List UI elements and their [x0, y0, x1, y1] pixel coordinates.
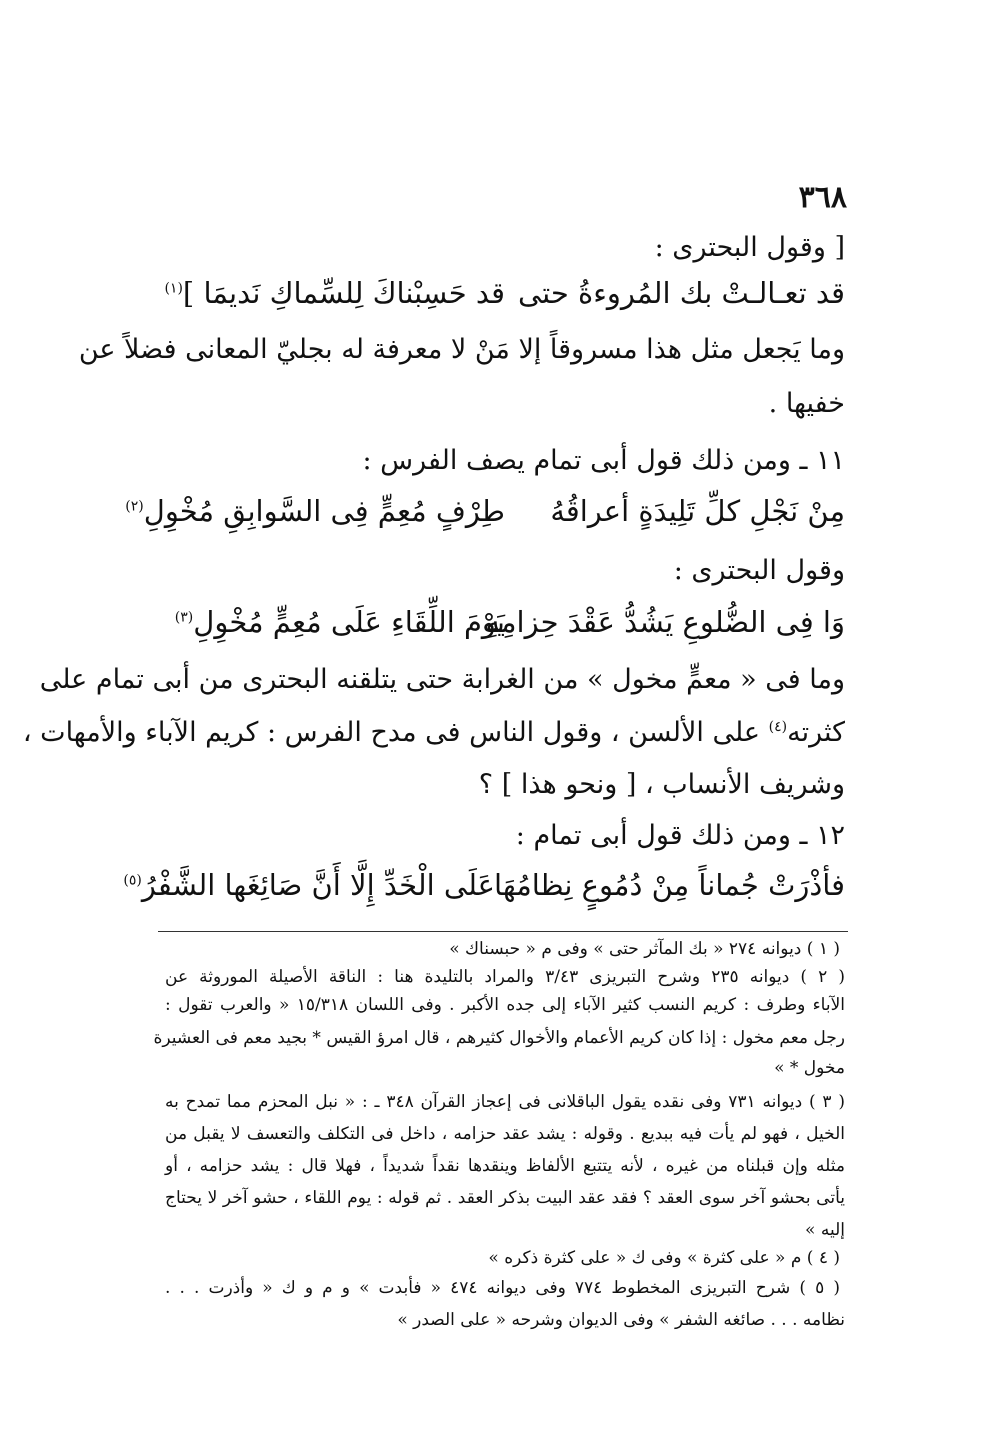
verse-4-second-hemistich: [123, 864, 495, 906]
footnote-3-line-2: الخيل ، فهو لم يأت فيه ببديع . وقوله : يشد عقد حزامه ، داخل فى التكلف والتعسف لا يقبل من: [165, 1124, 845, 1144]
verse-3-first-hemistich: وَا فِى الضُّلوعِ يَشُدُّ عَقْدَ حِزامِهِ: [485, 605, 845, 639]
verse-3-second-hemistich-text: يَوْمَ اللِّقَاءِ عَلَى مُعِمٍّ مُخْوِلِ: [193, 605, 505, 639]
page-number: ٣٦٨: [798, 180, 847, 215]
verse-1-second-hemistich-text: قد حَسِبْناكَ لِلسِّماكِ نَديمَا ]: [182, 276, 505, 310]
footnote-5-line-1: ( ٥ ) شرح التبريزى المخطوط ٧٧٤ وفى ديوانه ٤٧٤ « فأبدت » و م و ك « وأذرت . . .: [165, 1278, 840, 1298]
section-11-heading: ١١ ـ ومن ذلك قول أبى تمام يصف الفرس :: [362, 445, 845, 476]
body-line-intro-buhturi: [ وقول البحترى :: [654, 232, 845, 263]
footnote-2-line-1: ( ٢ ) ديوانه ٢٣٥ وشرح التبريزى ٣/٤٣ والمراد بالتليدة هنا : الناقة الأصيلة الموروثة عن: [165, 967, 845, 987]
verse-2: [0, 490, 1005, 532]
footnote-3-line-4: يأتى بحشو آخر سوى العقد ؟ فقد عقد البيت بذكر العقد . ثم قوله : يوم اللقاء ، حشو آخر لا يحتاج: [165, 1188, 845, 1208]
verse-1-first-hemistich: قد تعـالـتْ بك المُروءةُ حتى: [517, 276, 845, 310]
verse-3-second-hemistich: [175, 601, 505, 643]
footnote-2-line-4: مخول * »: [774, 1058, 845, 1078]
body-line-11: وشريف الأنساب ، [ ونحو هذا ] ؟: [478, 769, 845, 800]
footnote-3-line-1: ( ٣ ) ديوانه ٧٣١ وفى نقده يقول الباقلانى فى إعجاز القرآن ٣٤٨ ـ : « نبل المحزم مما تمدح به: [165, 1092, 845, 1112]
verse-2-second-hemistich-text: طِرْفٍ مُعِمٍّ فِى السَّوابِقِ مُخْوِلِ: [143, 494, 505, 528]
body-line-4: خفيها .: [768, 388, 845, 419]
footnote-3-line-5: إليه »: [805, 1220, 845, 1240]
body-line-10-start: كثرته: [787, 717, 845, 748]
footnote-ref-1: (١): [164, 280, 183, 297]
body-line-buhturi-2: وقول البحترى :: [673, 555, 845, 586]
footnote-separator: [158, 931, 848, 932]
verse-1-second-hemistich: [164, 272, 505, 314]
verse-2-second-hemistich: [125, 490, 505, 532]
footnote-ref-2: (٢): [125, 498, 144, 515]
verse-4: [0, 864, 1005, 906]
section-12-heading: ١٢ ـ ومن ذلك قول أبى تمام :: [515, 820, 845, 851]
footnote-5-line-2: نظامه . . . صائغه الشفر » وفى الديوان وشرحه « على الصدر »: [397, 1310, 845, 1330]
body-line-9: وما فى « معمٍّ مخول » من الغرابة حتى يتلقنه البحترى من أبى تمام على: [39, 664, 845, 695]
body-line-3: وما يَجعل مثل هذا مسروقاً إلا مَنْ لا معرفة له بجليّ المعانى فضلاً عن: [78, 334, 845, 365]
body-line-10-rest: على الألسن ، وقول الناس فى مدح الفرس : كريم الآباء والأمهات ،: [22, 717, 769, 748]
verse-4-first-hemistich: فأذْرَتْ جُماناً مِنْ دُمُوعٍ نِظامُهَا: [493, 868, 845, 902]
footnote-2-line-2: الآباء وطرف : كريم النسب كثير الآباء إلى جده الأكبر . وفى اللسان ١٥/٣١٨ « والعرب تقول :: [165, 995, 846, 1015]
footnote-ref-4: (٤): [768, 719, 788, 735]
verse-4-second-hemistich-text: عَلَى الْخَدِّ إِلَّا أَنَّ صَائِغَها الشَّفْرُ: [141, 868, 495, 902]
verse-1: [0, 272, 1005, 314]
verse-3: [0, 601, 1005, 643]
footnote-4: ( ٤ ) م « على كثرة » وفى ك « على كثرة ذكره »: [488, 1248, 840, 1268]
verse-2-first-hemistich: مِنْ نَجْلِ كلِّ تَلِيدَةٍ أعراقُهُ: [550, 494, 845, 528]
footnote-ref-5: (٥): [123, 872, 142, 889]
footnote-3-line-3: مثله وإن قبلناه من غيره ، لأنه يتتبع الألفاظ وينقدها نقداً شديداً ، فهلا قال : يشد حزامه ، أو: [165, 1156, 845, 1176]
body-line-10: [23, 713, 845, 753]
footnote-ref-3: (٣): [174, 609, 194, 626]
footnote-2-line-3: رجل معم مخول : إذا كان كريم الأعمام والأخوال كثيرهم ، قال امرؤ القيس * بجيد معم فى العشيرة: [153, 1028, 845, 1048]
footnote-1: ( ١ ) ديوانه ٢٧٤ « بك المآثر حتى » وفى م « حبسناك »: [449, 939, 840, 959]
